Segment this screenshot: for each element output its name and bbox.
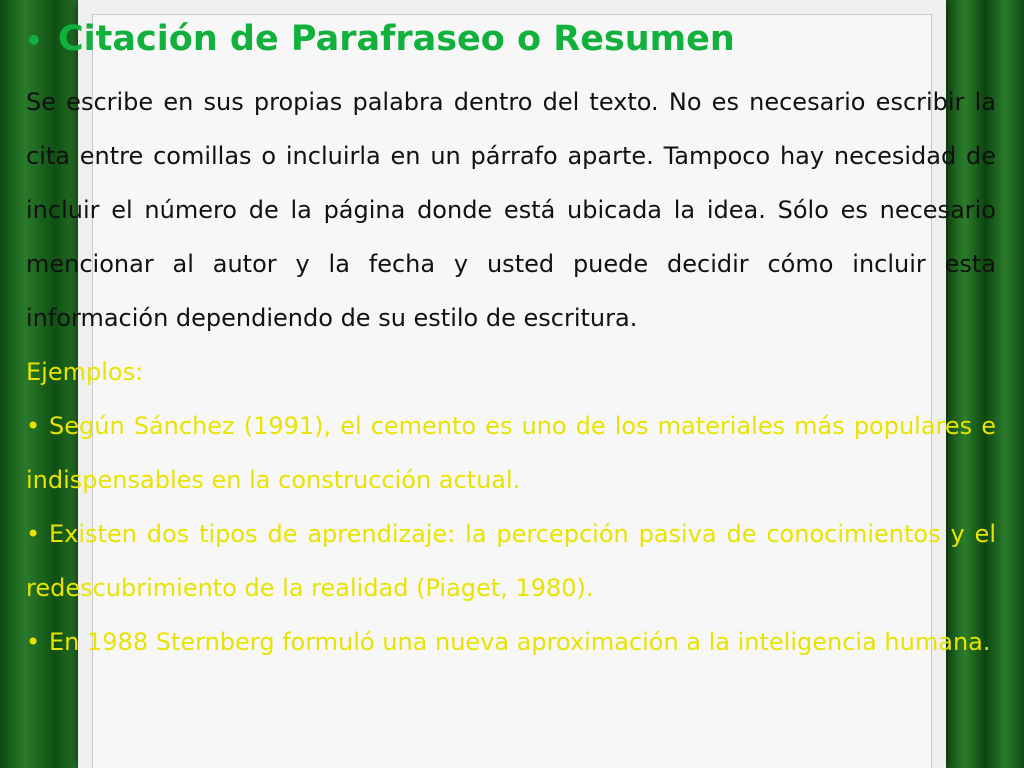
example-bullet: • [26,412,41,440]
example-text: En 1988 Sternberg formuló una nueva aproximación a la inteligencia humana. [49,628,991,656]
example-text: Según Sánchez (1991), el cemento es uno de los materiales más populares e indispensables en la construcción actual. [26,412,996,494]
example-item [26,507,996,615]
examples-heading: Ejemplos: [26,358,144,386]
example-bullet: • [26,520,41,548]
title-bullet: • [25,24,43,57]
example-bullet: • [26,628,41,656]
slide-title [10,14,735,64]
example-item [26,399,996,507]
title-text: Citación de Parafraseo o Resumen [58,19,735,59]
slide-body [26,75,996,669]
example-item [26,615,996,669]
description-paragraph: Se escribe en sus propias palabra dentro del texto. No es necesario escribir la cita entre comillas o incluirla en un párrafo aparte. Tampoco hay necesidad de incluir el número de la página donde está ubicada la idea. Sólo es necesario mencionar al autor y la fecha y usted puede decidir cómo incluir esta información dependiendo de su estilo de escritura. [26,88,996,332]
example-text: Existen dos tipos de aprendizaje: la percepción pasiva de conocimientos y el redescubrimiento de la realidad (Piaget, 1980). [26,520,996,602]
